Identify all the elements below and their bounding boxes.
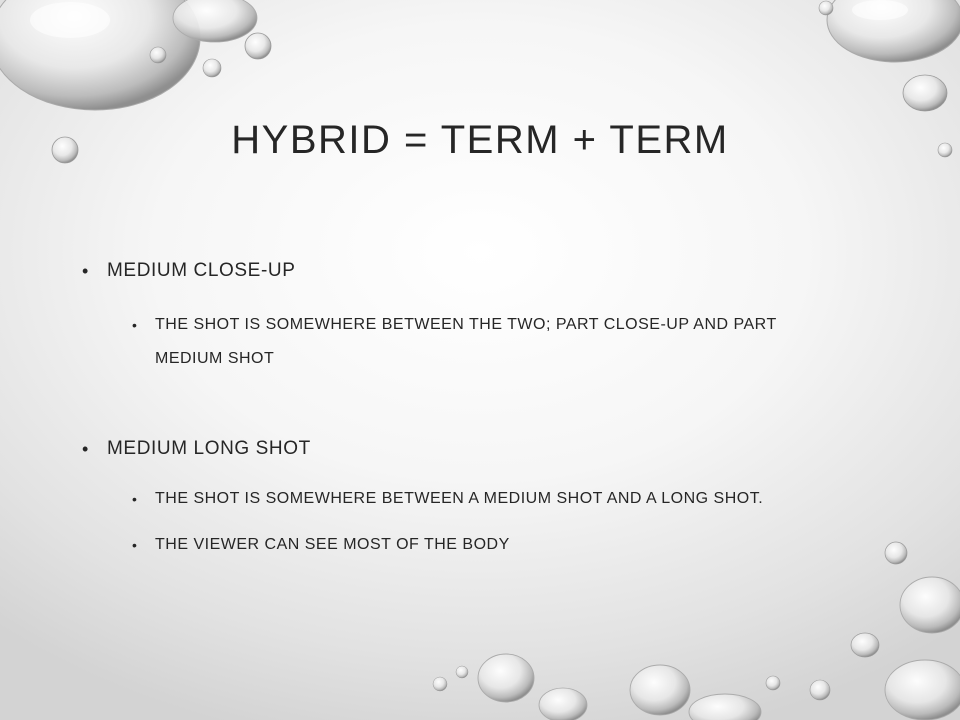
sub-bullet: • THE SHOT IS SOMEWHERE BETWEEN THE TWO; PART CLOSE-UP AND PART MEDIUM SHOT xyxy=(82,308,822,376)
bullet-medium-close-up: • MEDIUM CLOSE-UP xyxy=(82,258,822,284)
bottom-center-droplets xyxy=(433,654,587,720)
bullet-medium-long-shot: • MEDIUM LONG SHOT xyxy=(82,436,822,462)
sub-bullet: • THE VIEWER CAN SEE MOST OF THE BODY xyxy=(82,528,822,562)
top-center-droplets xyxy=(173,0,271,59)
slide-content xyxy=(82,258,822,562)
sub-bullet: • THE SHOT IS SOMEWHERE BETWEEN A MEDIUM SHOT AND A LONG SHOT. xyxy=(82,482,822,516)
bottom-right-droplets xyxy=(630,542,960,720)
slide-title: HYBRID = TERM + TERM xyxy=(231,118,729,162)
